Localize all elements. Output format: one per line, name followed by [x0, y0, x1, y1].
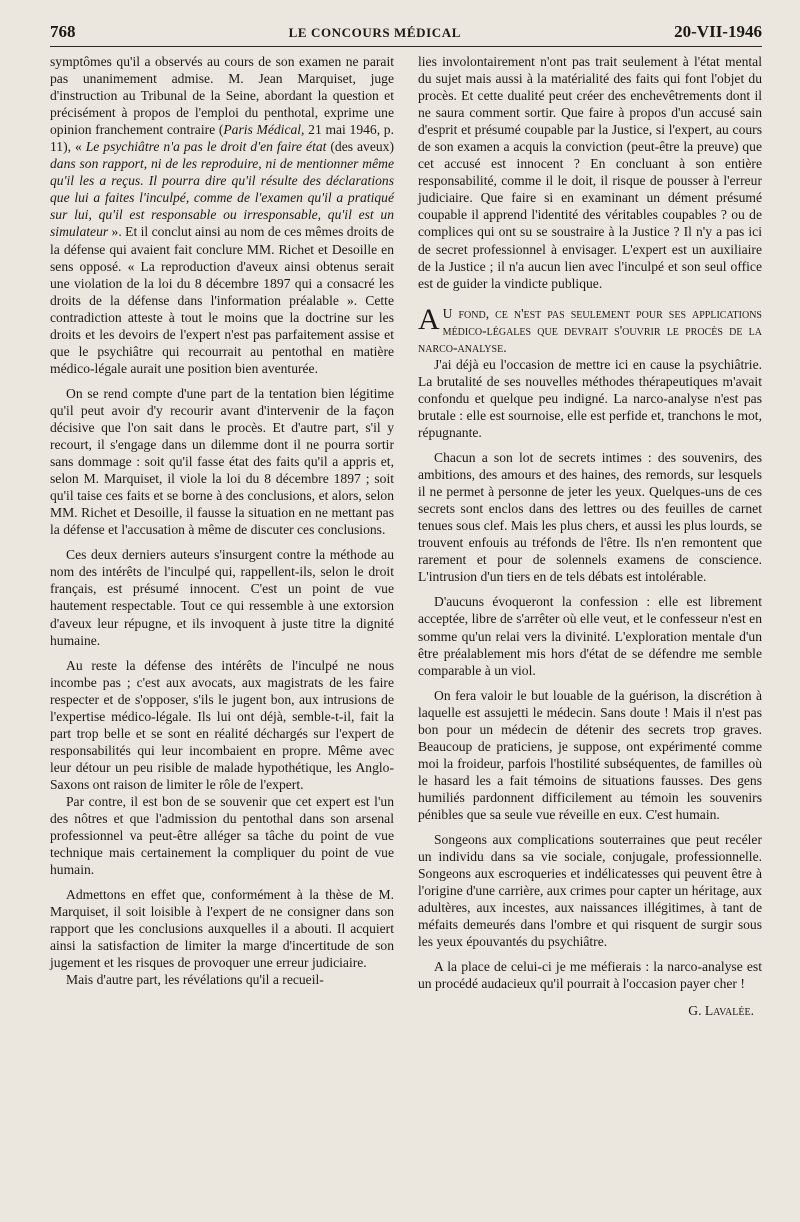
right-paragraph-2: A U fond, ce n'est pas seulement pour ses applications médico-légales que devrait s'ouvrir le procès de la narco-analyse.	[418, 302, 762, 355]
page-header	[50, 22, 762, 47]
left-paragraph-2: On se rend compte d'une part de la tentation bien légitime qu'il peut avoir d'y recourir avant d'intervenir de la façon décisive que l'on sait dans le procès. Et d'autre part, s'il y recourt, il s'engage dans un dilemme dont il ne pourra sortir sans dommage : soit qu'il fasse état des faits qu'il a appris et, selon M. Marquiset, il viole la loi du 8 décembre 1897 ; soit qu'il taise ces faits et se borne à des conclusions, et alors, selon MM. Richet et Desoille, il fausse la situation en ne mettant pas la défense et l'accusation à même de discuter ces conclusions.	[50, 385, 394, 538]
left-paragraph-6: Admettons en effet que, conformément à la thèse de M. Marquiset, il soit loisible à l'expert de ne consigner dans son rapport que les conclusions auxquelles il a abouti. Il acquiert ainsi la satisfaction de limiter la marge d'incertitude de son jugement et les risques de provoquer une erreur judiciaire.	[50, 887, 394, 971]
right-paragraph-7: Songeons aux complications souterraines que peut recéler un individu dans sa vie sociale, conjugale, professionnelle. Songeons aux escroqueries et indélicatesses qui peuvent être à l'origine d'une carrière, aux crimes pour capter un héritage, aux adultères, aux incestes, aux naissances illégitimes, à tant de méfaits demeurés dans l'ombre et qui risquent de surgir sous les yeux épouvantés du psychiâtre.	[418, 832, 762, 950]
left-paragraph-3: Ces deux derniers auteurs s'insurgent contre la méthode au nom des intérêts de l'inculpé qui, rappellent-ils, selon le droit français, est présumé innocent. C'est un point de vue hautement respectable. Tout ce qui ressemble à une extorsion d'aveux leur répugne, et ils invoquent à juste titre la dignité humaine.	[50, 547, 394, 648]
right-paragraph-4: Chacun a son lot de secrets intimes : des souvenirs, des ambitions, des amours et des haines, des remords, sur lesquels il ne permet à personne de jeter les yeux. Quelques-uns de ces secrets sont enclos dans des lettres ou des feuilles de carnet tenues sous clef. Mais les plus chers, et aussi les plus lourds, se trouvent enfouis au tréfonds de l'être. Ils n'en remontent que rarement et pour de solennels examens de conscience. L'intrusion d'un tiers en de tels débats est intolérable.	[418, 450, 762, 585]
left-paragraph-1: symptômes qu'il a observés au cours de son examen ne parait pas unanimement admise. M. Jean Marquiset, juge d'instruction au Tribunal de la Seine, abordant la question et précisément à propos de l'emploi du penthotal, exprime une opinion franchement contraire (Paris Médical, 21 mai 1946, p. 11), « Le psychiâtre n'a pas le droit d'en faire état (des aveux) dans son rapport, ni de les reproduire, ni de mentionner même qu'il les a reçus. Il pourra dire qu'il résulte des déclarations que lui a faites l'inculpé, comme de l'examen qu'il a pratiqué sur lui, qu'il est responsable ou irresponsable, qu'il est un simulateur ». Et il conclut ainsi au nom de ces mêmes droits de la défense qui avaient fait conclure MM. Richet et Desoille en sens opposé. « La reproduction d'aveux ainsi obtenus serait une violation de la loi du 8 décembre 1897 qui a consacré les droits de la défense dans l'information préalable ». Cette contradiction atteste à tout le moins que la doctrine sur les droits et les devoirs de l'expert n'est pas parfaitement assise et que le psychiâtre qui recourrait au pentothal en matière médico-légale aurait une position bien aventurée.	[50, 54, 394, 376]
left-paragraph-7: Mais d'autre part, les révélations qu'il a recueil-	[66, 972, 324, 988]
author-signature: G. Lavalée.	[688, 1003, 754, 1019]
right-paragraph-6: On fera valoir le but louable de la guérison, la discrétion à laquelle est assujetti le médecin. Sans doute ! Mais il n'est pas bon pour un médecin de détenir des secrets trop graves. Beaucoup de praticiens, je suppose, ont expérimenté comme moi la froideur, parfois l'hostilité subséquentes, de familles où le hasard les a fait témoins de situations fausses. Des gens humiliés pardonnent difficilement au témoin les souvenirs pénibles que sa seule vue réveille en eux. C'est humain.	[418, 687, 762, 822]
left-paragraph-5: Par contre, il est bon de se souvenir que cet expert est l'un des nôtres et que l'admission du pentothal dans son arsenal professionnel va peut-être alléger sa tâche du point de vue technique mais certainement la compliquer du point de vue humain.	[50, 793, 394, 878]
right-paragraph-3: J'ai déjà eu l'occasion de mettre ici en cause la psychiâtrie. La brutalité de ses nouvelles méthodes thérapeutiques m'avait confondu et quelque peu indigné. La narco-analyse n'est pas brutale : elle est sournoise, elle est perfide et, tranchons le mot, répugnante.	[418, 356, 762, 440]
right-paragraph-5: D'aucuns évoqueront la confession : elle est librement acceptée, libre de s'arrêter où elle veut, et le confesseur n'est en somme qu'un relai vers la divinité. L'exploration mentale d'un être préalablement mis hors d'état de se défendre me semble comparable à un viol.	[418, 594, 762, 678]
left-paragraph-4: Au reste la défense des intérêts de l'inculpé ne nous incombe pas ; c'est aux avocats, aux magistrats de les faire respecter et de s'opposer, s'ils le jugent bon, aux intrusions de l'expertise médico-légale. Ils lui ont déjà, semble-t-il, fait la part trop belle et se sont en réalité déchargés sur l'expert de responsabilités qui leur incombaient en propre. Même avec leur détour un peu risible de malade hypothétique, les Anglo-Saxons ont raison de limiter le rôle de l'expert.	[50, 657, 394, 792]
drop-cap: A	[418, 302, 440, 336]
right-paragraph-8: A la place de celui-ci je me méfierais : la narco-analyse est un procédé audacieux qu'il pourrait à l'occasion payer cher !	[418, 959, 762, 992]
journal-title: LE CONCOURS MÉDICAL	[288, 25, 462, 40]
right-column	[418, 53, 762, 1019]
right-paragraph-1: lies involontairement n'ont pas trait seulement à l'état mental du sujet mais aussi à la matérialité des faits qui font l'objet du procès. Et cette dualité peut créer des enchevêtrements dont il ne saura comment sortir. Que faire à propos d'un accusé sain d'esprit et présumé coupable par la Justice, si l'expert, au cours de son examen a acquis la conviction (peut-être la preuve) que cet accusé est innocent ? En concluant à son entière responsabilité, comme il le doit, il risque de pousser à l'erreur judiciaire. Que faire si en examinant un dément présumé coupable il apprend l'identité des véritables coupables ? ou de complices qui ont su se soustraire à la Justice ? Il n'y a pas ici de secret professionnel à envisager. L'expert est un auxiliaire de la Justice ; il n'a aucun lien avec l'inculpé et son seul office est de guider la vindicte publique.	[418, 54, 762, 291]
page-number: 768	[50, 22, 76, 41]
article-body	[50, 53, 762, 1019]
issue-date: 20-VII-1946	[674, 22, 762, 41]
left-column	[50, 53, 394, 1019]
